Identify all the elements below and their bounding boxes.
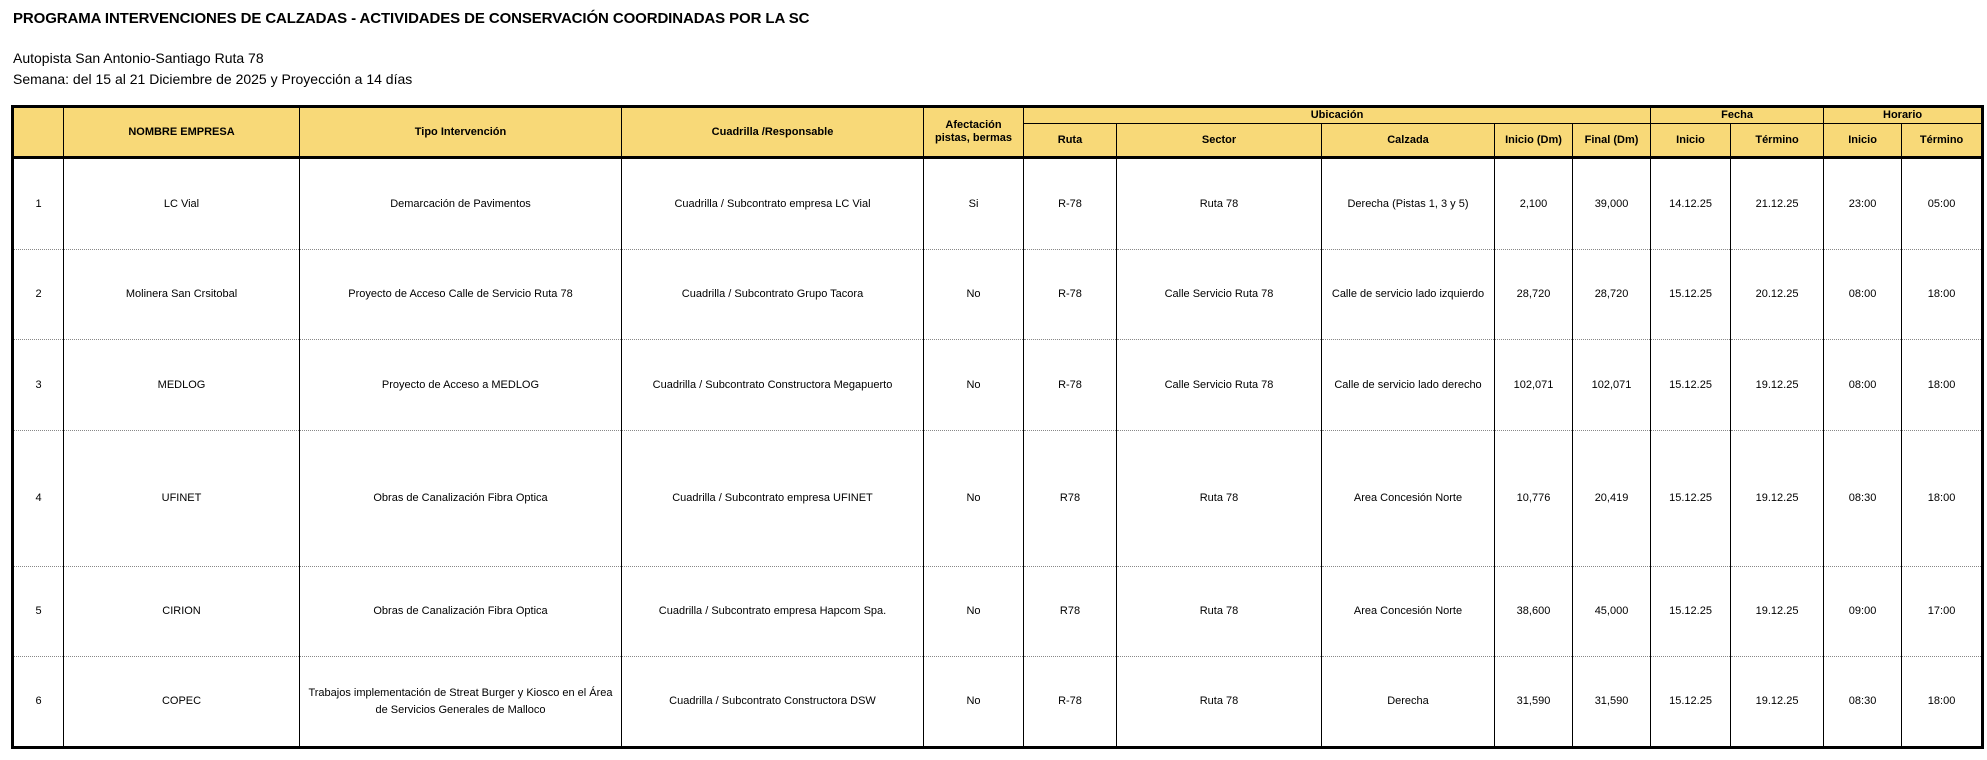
cell-cuadrilla: Cuadrilla / Subcontrato Constructora Megapuerto bbox=[622, 340, 924, 431]
cell-ruta: R-78 bbox=[1024, 340, 1117, 431]
cell-final-dm: 20,419 bbox=[1573, 431, 1651, 567]
interventions-table bbox=[11, 105, 1984, 749]
cell-tipo: Obras de Canalización Fibra Optica bbox=[300, 567, 622, 657]
cell-fecha-termino: 19.12.25 bbox=[1731, 431, 1824, 567]
cell-empresa: LC Vial bbox=[64, 158, 300, 250]
cell-fecha-inicio: 15.12.25 bbox=[1651, 340, 1731, 431]
cell-hora-termino: 18:00 bbox=[1902, 657, 1983, 748]
cell-final-dm: 45,000 bbox=[1573, 567, 1651, 657]
cell-num: 4 bbox=[13, 431, 64, 567]
header-hora-termino: Término bbox=[1902, 124, 1983, 158]
cell-fecha-termino: 21.12.25 bbox=[1731, 158, 1824, 250]
header-ubicacion: Ubicación bbox=[1024, 107, 1651, 124]
cell-afectacion: No bbox=[924, 657, 1024, 748]
table-row bbox=[13, 158, 1983, 250]
cell-calzada: Derecha (Pistas 1, 3 y 5) bbox=[1322, 158, 1495, 250]
header-final-dm: Final (Dm) bbox=[1573, 124, 1651, 158]
table-row bbox=[13, 340, 1983, 431]
cell-inicio-dm: 31,590 bbox=[1495, 657, 1573, 748]
cell-final-dm: 28,720 bbox=[1573, 250, 1651, 340]
page-title: PROGRAMA INTERVENCIONES DE CALZADAS - ACTIVIDADES DE CONSERVACIÓN COORDINADAS POR LA SC bbox=[13, 10, 810, 27]
cell-hora-inicio: 08:30 bbox=[1824, 657, 1902, 748]
cell-fecha-termino: 19.12.25 bbox=[1731, 657, 1824, 748]
cell-inicio-dm: 10,776 bbox=[1495, 431, 1573, 567]
table-row bbox=[13, 657, 1983, 748]
cell-num: 5 bbox=[13, 567, 64, 657]
cell-empresa: COPEC bbox=[64, 657, 300, 748]
header-nombre-empresa: NOMBRE EMPRESA bbox=[64, 107, 300, 158]
cell-hora-termino: 18:00 bbox=[1902, 250, 1983, 340]
cell-sector: Ruta 78 bbox=[1117, 158, 1322, 250]
table-row bbox=[13, 250, 1983, 340]
header-fecha-termino: Término bbox=[1731, 124, 1824, 158]
cell-cuadrilla: Cuadrilla / Subcontrato empresa Hapcom Spa. bbox=[622, 567, 924, 657]
cell-hora-termino: 17:00 bbox=[1902, 567, 1983, 657]
header-num bbox=[13, 107, 64, 158]
cell-sector: Ruta 78 bbox=[1117, 657, 1322, 748]
cell-calzada: Area Concesión Norte bbox=[1322, 431, 1495, 567]
header-tipo-intervencion: Tipo Intervención bbox=[300, 107, 622, 158]
cell-tipo: Proyecto de Acceso Calle de Servicio Ruta 78 bbox=[300, 250, 622, 340]
cell-sector: Ruta 78 bbox=[1117, 567, 1322, 657]
cell-calzada: Calle de servicio lado izquierdo bbox=[1322, 250, 1495, 340]
cell-afectacion: No bbox=[924, 250, 1024, 340]
cell-empresa: UFINET bbox=[64, 431, 300, 567]
cell-fecha-inicio: 15.12.25 bbox=[1651, 250, 1731, 340]
cell-calzada: Derecha bbox=[1322, 657, 1495, 748]
cell-ruta: R-78 bbox=[1024, 657, 1117, 748]
header-inicio-dm: Inicio (Dm) bbox=[1495, 124, 1573, 158]
cell-hora-inicio: 08:00 bbox=[1824, 340, 1902, 431]
header-afectacion: Afectación pistas, bermas bbox=[924, 107, 1024, 158]
cell-final-dm: 31,590 bbox=[1573, 657, 1651, 748]
header-fecha-inicio: Inicio bbox=[1651, 124, 1731, 158]
cell-hora-inicio: 23:00 bbox=[1824, 158, 1902, 250]
cell-empresa: Molinera San Crsitobal bbox=[64, 250, 300, 340]
header-sector: Sector bbox=[1117, 124, 1322, 158]
cell-sector: Calle Servicio Ruta 78 bbox=[1117, 340, 1322, 431]
cell-cuadrilla: Cuadrilla / Subcontrato Grupo Tacora bbox=[622, 250, 924, 340]
cell-hora-inicio: 08:30 bbox=[1824, 431, 1902, 567]
cell-tipo: Trabajos implementación de Streat Burger y Kiosco en el Área de Servicios Generales de Malloco bbox=[300, 657, 622, 748]
cell-hora-termino: 18:00 bbox=[1902, 431, 1983, 567]
cell-tipo: Demarcación de Pavimentos bbox=[300, 158, 622, 250]
cell-inicio-dm: 2,100 bbox=[1495, 158, 1573, 250]
subtitle-highway: Autopista San Antonio-Santiago Ruta 78 bbox=[13, 50, 264, 66]
cell-afectacion: Si bbox=[924, 158, 1024, 250]
cell-cuadrilla: Cuadrilla / Subcontrato Constructora DSW bbox=[622, 657, 924, 748]
cell-afectacion: No bbox=[924, 340, 1024, 431]
cell-ruta: R78 bbox=[1024, 567, 1117, 657]
cell-afectacion: No bbox=[924, 567, 1024, 657]
cell-fecha-termino: 19.12.25 bbox=[1731, 340, 1824, 431]
cell-inicio-dm: 28,720 bbox=[1495, 250, 1573, 340]
cell-hora-termino: 05:00 bbox=[1902, 158, 1983, 250]
cell-num: 2 bbox=[13, 250, 64, 340]
cell-fecha-inicio: 15.12.25 bbox=[1651, 431, 1731, 567]
cell-fecha-inicio: 14.12.25 bbox=[1651, 158, 1731, 250]
cell-cuadrilla: Cuadrilla / Subcontrato empresa LC Vial bbox=[622, 158, 924, 250]
cell-hora-inicio: 09:00 bbox=[1824, 567, 1902, 657]
table-row bbox=[13, 431, 1983, 567]
cell-fecha-termino: 19.12.25 bbox=[1731, 567, 1824, 657]
header-cuadrilla: Cuadrilla /Responsable bbox=[622, 107, 924, 158]
cell-num: 6 bbox=[13, 657, 64, 748]
table-row bbox=[13, 567, 1983, 657]
cell-fecha-termino: 20.12.25 bbox=[1731, 250, 1824, 340]
cell-empresa: MEDLOG bbox=[64, 340, 300, 431]
subtitle-week: Semana: del 15 al 21 Diciembre de 2025 y Proyección a 14 días bbox=[13, 71, 413, 87]
cell-ruta: R-78 bbox=[1024, 250, 1117, 340]
cell-sector: Ruta 78 bbox=[1117, 431, 1322, 567]
cell-tipo: Obras de Canalización Fibra Optica bbox=[300, 431, 622, 567]
cell-calzada: Area Concesión Norte bbox=[1322, 567, 1495, 657]
header-calzada: Calzada bbox=[1322, 124, 1495, 158]
cell-tipo: Proyecto de Acceso a MEDLOG bbox=[300, 340, 622, 431]
cell-cuadrilla: Cuadrilla / Subcontrato empresa UFINET bbox=[622, 431, 924, 567]
header-fecha: Fecha bbox=[1651, 107, 1824, 124]
cell-empresa: CIRION bbox=[64, 567, 300, 657]
cell-num: 1 bbox=[13, 158, 64, 250]
cell-ruta: R78 bbox=[1024, 431, 1117, 567]
cell-fecha-inicio: 15.12.25 bbox=[1651, 567, 1731, 657]
cell-hora-termino: 18:00 bbox=[1902, 340, 1983, 431]
cell-ruta: R-78 bbox=[1024, 158, 1117, 250]
cell-inicio-dm: 38,600 bbox=[1495, 567, 1573, 657]
cell-final-dm: 102,071 bbox=[1573, 340, 1651, 431]
cell-fecha-inicio: 15.12.25 bbox=[1651, 657, 1731, 748]
cell-calzada: Calle de servicio lado derecho bbox=[1322, 340, 1495, 431]
cell-final-dm: 39,000 bbox=[1573, 158, 1651, 250]
header-ruta: Ruta bbox=[1024, 124, 1117, 158]
cell-sector: Calle Servicio Ruta 78 bbox=[1117, 250, 1322, 340]
header-hora-inicio: Inicio bbox=[1824, 124, 1902, 158]
cell-num: 3 bbox=[13, 340, 64, 431]
header-horario: Horario bbox=[1824, 107, 1983, 124]
cell-hora-inicio: 08:00 bbox=[1824, 250, 1902, 340]
cell-inicio-dm: 102,071 bbox=[1495, 340, 1573, 431]
cell-afectacion: No bbox=[924, 431, 1024, 567]
